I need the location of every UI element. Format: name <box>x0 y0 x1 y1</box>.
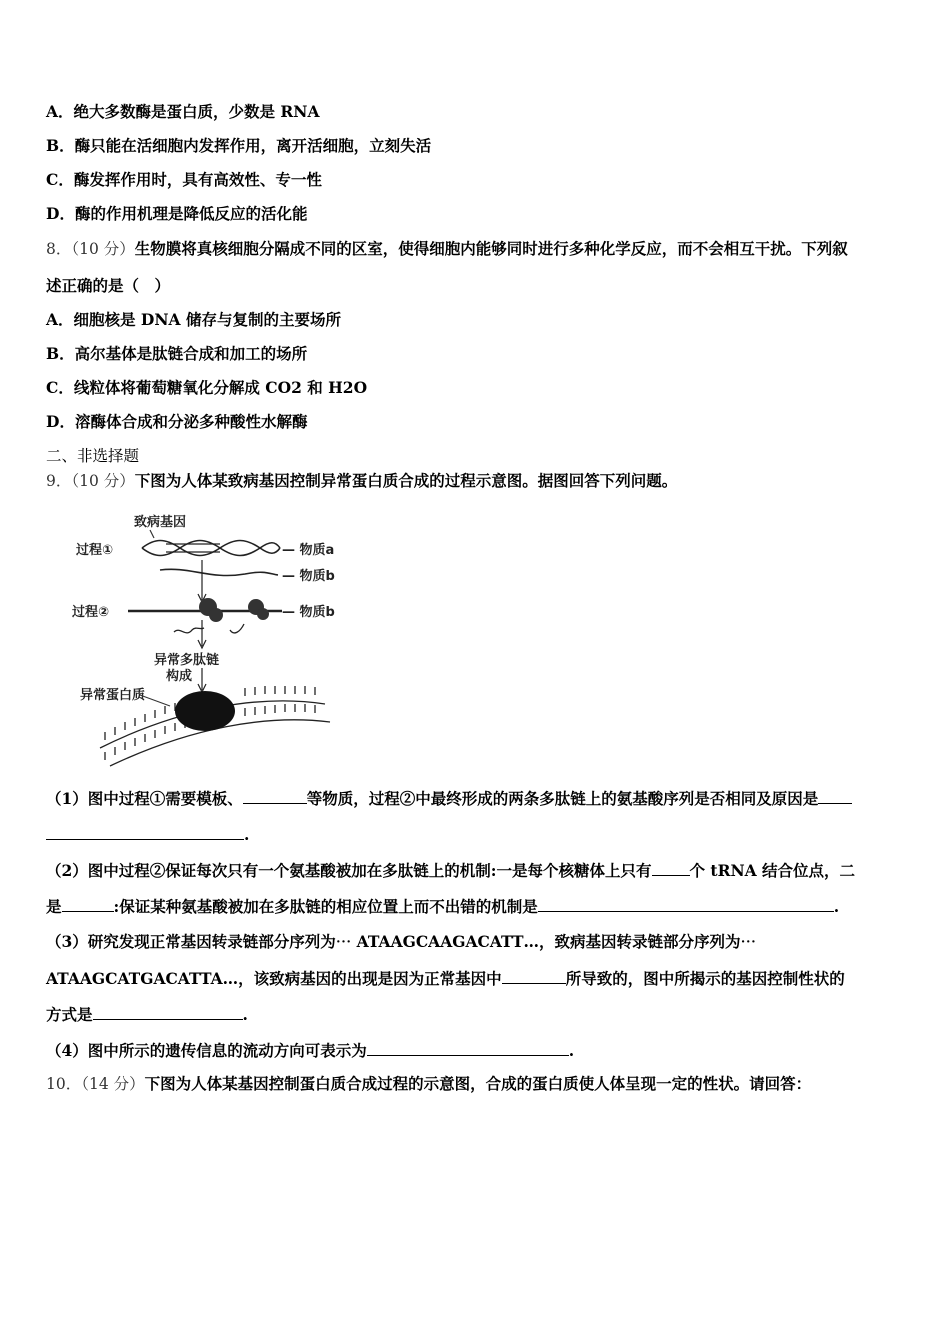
q10-stem: 10．（14 分）下图为人体某基因控制蛋白质合成过程的示意图，合成的蛋白质使人体呈现一定的性状。请回答： <box>46 1074 812 1093</box>
q9-sub3-line2: ATAAGCATGACATTA…，该致病基因的出现是因为正常基因中 所导致的，图中所揭示的基因控制性状的 <box>46 969 845 988</box>
abnormal-protein-label: 异常蛋白质 <box>80 688 146 703</box>
q7-option-a: A．绝大多数酶是蛋白质，少数是 RNA <box>46 102 320 121</box>
q7-option-d: D．酶的作用机理是降低反应的活化能 <box>46 204 308 223</box>
answer-blank-2[interactable] <box>818 788 852 804</box>
q9-sub2-line2: 是 :保证某种氨基酸被加在多肽链的相应位置上而不出错的机制是 . <box>46 897 840 916</box>
answer-blank-6[interactable] <box>538 896 834 912</box>
dna-helix <box>142 541 280 556</box>
gene-label: 致病基因 <box>134 515 187 530</box>
answer-blank-1[interactable] <box>243 788 307 804</box>
q9-sub2-line1: （2）图中过程②保证每次只有一个氨基酸被加在多肽链上的机制:一是每个核糖体上只有 个 tRNA 结合位点，二 <box>46 861 856 880</box>
substance-a-label: — 物质a <box>282 543 335 558</box>
q9-sub1-line1: （1）图中过程①需要模板、 等物质，过程②中最终形成的两条多肽链上的氨基酸序列是否相同及原因是 <box>46 788 852 809</box>
q8-option-a: A．细胞核是 DNA 储存与复制的主要场所 <box>46 310 341 329</box>
q7-option-b: B．酶只能在活细胞内发挥作用，离开活细胞，立刻失活 <box>46 136 432 155</box>
q8-stem-line2: 述正确的是（ ） <box>46 276 171 295</box>
answer-blank-3[interactable] <box>46 824 244 840</box>
q9-sub4: （4）图中所示的遗传信息的流动方向可表示为 . <box>46 1041 575 1060</box>
q9-stem: 9．（10 分）下图为人体某致病基因控制异常蛋白质合成的过程示意图。据图回答下列问题。 <box>46 471 678 490</box>
substance-b2-label: — 物质b <box>282 605 335 620</box>
q8-option-b: B．高尔基体是肽链合成和加工的场所 <box>46 344 308 363</box>
q9-sub3-line3: 方式是 . <box>46 1005 248 1024</box>
section-title: 二、非选择题 <box>46 447 140 465</box>
process2-label: 过程② <box>72 605 110 620</box>
q8-option-c: C．线粒体将葡萄糖氧化分解成 CO2 和 H2O <box>46 378 368 397</box>
abnormal-protein-icon <box>175 691 235 731</box>
process1-label: 过程① <box>76 543 114 558</box>
mrna-strand <box>160 569 278 575</box>
q9-sub1-line2: . <box>46 824 249 845</box>
abnormal-chain-label: 异常多肽链 <box>154 653 220 668</box>
q8-option-d: D．溶酶体合成和分泌多种酸性水解酶 <box>46 412 308 431</box>
answer-blank-9[interactable] <box>367 1040 569 1056</box>
q8-stem-line1: 8．（10 分）生物膜将真核细胞分隔成不同的区室，使得细胞内能够同时进行多种化学反应，而不会相互干扰。下列叙 <box>46 239 848 258</box>
answer-blank-5[interactable] <box>62 896 114 912</box>
q7-option-c: C．酶发挥作用时，具有高效性、专一性 <box>46 170 322 189</box>
substance-b1-label: — 物质b <box>282 569 335 584</box>
q9-sub3-line1: （3）研究发现正常基因转录链部分序列为⋯ ATAAGCAAGACATT…，致病基因转录链部分序列为⋯ <box>46 932 757 951</box>
answer-blank-4[interactable] <box>652 860 690 876</box>
compose-label: 构成 <box>166 669 193 684</box>
polypeptide-chain <box>174 628 204 633</box>
q9-figure <box>70 508 370 770</box>
answer-blank-7[interactable] <box>502 968 566 984</box>
answer-blank-8[interactable] <box>93 1004 243 1020</box>
